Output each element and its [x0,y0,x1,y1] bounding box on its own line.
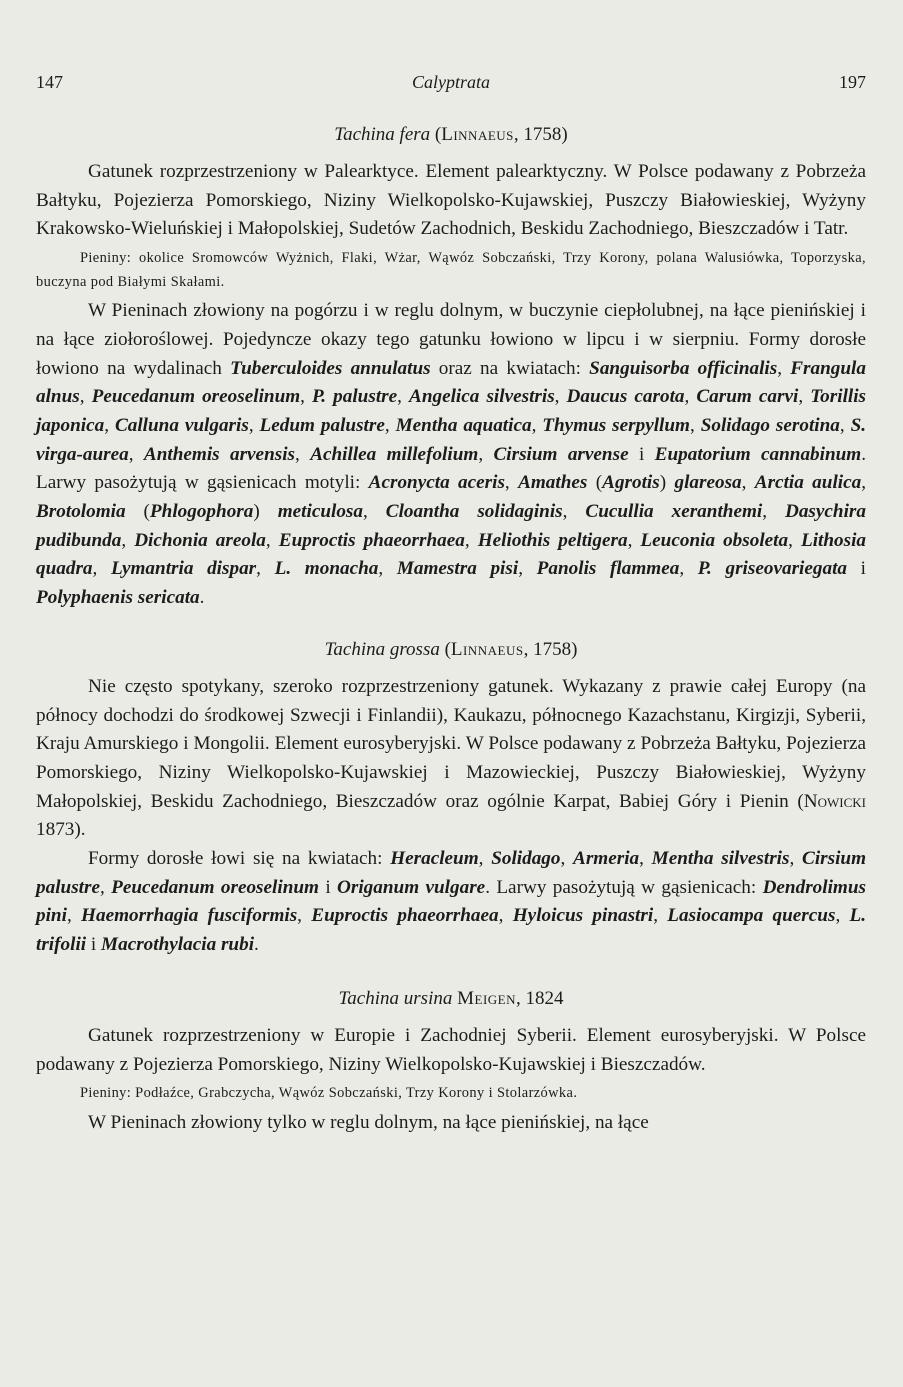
species-section-ursina [36,988,866,1138]
species-name: Armeria [573,848,640,870]
species-name: P. palustre [312,386,398,408]
localities-paragraph: Pieniny: okolice Sromowców Wyżnich, Flaki, Wżar, Wąwóz Sobczański, Trzy Korony, polana Walusiówka, Toporzyska, buczyna pod Białymi Skałami. [36,250,866,290]
species-name: Cloantha solidaginis [385,501,563,523]
species-name: Dendrolimus pini [36,876,866,927]
species-name: Acronycta aceris [368,472,505,494]
species-name: Euproctis phaeorrhaea [311,905,499,927]
author-year: , 1758) [513,124,568,145]
species-name: meticulosa [277,501,363,523]
species-name: Brotolomia [36,501,126,523]
species-name: Eupatorium cannabinum [654,443,862,465]
species-name: Sanguisorba officinalis [589,357,778,379]
page-number-right: 197 [839,72,866,92]
species-name: Dasychira pudibunda [36,501,866,551]
species-name: Haemorrhagia fusciformis [81,905,298,927]
ecology-paragraph: Formy dorosłe łowi się na kwiatach: Heracleum, Solidago, Armeria, Mentha silvestris, Cirsium palustre, Peucedanum oreoselinum i Origanum vulgare. Larwy pasożytują w gąsienicach: Dendrolimus pini, Haemorrhagia fusciformis, Euproctis phaeorrhaea, Hyloicus pinastri, Lasiocampa quercus, L. trifolii i Macrothylacia rubi. [36,848,867,956]
species-name: Cirsium palustre [36,848,867,898]
species-name: Hyloicus pinastri [512,905,654,927]
species-name: Carum carvi [696,386,799,408]
species-name: Calluna vulgaris [114,414,249,436]
species-name: Peucedanum oreoselinum [111,876,319,898]
species-name: Dichonia areola [134,529,266,551]
species-name: Polyphaenis sericata [36,587,200,609]
localities-paragraph: Pieniny: Podłaźce, Grabczycha, Wąwóz Sobczański, Trzy Korony i Stolarzówka. [80,1085,578,1102]
species-name: Agrotis [602,472,660,494]
species-name: Lasiocampa quercus [667,905,836,927]
species-name: Thymus serpyllum [542,414,690,436]
author-year: , 1758) [523,638,578,660]
running-head [36,72,866,102]
species-name: Heliothis peltigera [477,529,628,551]
species-name: Peucedanum oreoselinum [91,386,301,408]
species-name: Solidago [491,848,561,870]
species-name: S. virga-aurea [36,414,867,465]
species-name: Tuberculoides annulatus [230,357,431,379]
author-name: Meigen [457,987,516,1009]
species-name: L. trifolii [36,905,867,956]
species-heading [36,988,866,1010]
species-name: Torillis japonica [36,386,867,436]
genus-name: Tachina [338,987,400,1009]
species-name: Cirsium arvense [493,443,629,465]
species-name: Euproctis phaeorrhaea [278,529,465,551]
species-name: Amathes [518,472,588,494]
species-name: Anthemis arvensis [143,443,296,465]
genus-name: Tachina [324,638,386,660]
species-name: Solidago serotina [700,414,840,436]
species-name: Cucullia xeranthemi [585,501,763,523]
species-epithet: fera [399,124,431,145]
species-heading [36,124,866,146]
species-name: Mamestra pisi [396,558,519,580]
species-name: Ledum palustre [259,414,385,436]
species-section-fera [36,124,866,613]
species-name: Daucus carota [566,386,685,408]
species-name: Mentha aquatica [395,414,532,436]
page [36,72,866,1137]
species-name: L. monacha [274,558,379,580]
page-number-left: 147 [36,72,63,92]
author-open: ( [444,638,451,660]
species-name: Achillea millefolium [310,443,479,465]
species-name: Leuconia obsoleta [640,529,789,551]
species-epithet: grossa [389,638,440,660]
species-section-grossa [36,639,866,960]
genus-name: Tachina [334,124,395,145]
author-open: ( [434,124,442,145]
author-name: Linnaeus [441,124,514,145]
distribution-paragraph: Gatunek rozprzestrzeniony w Europie i Zachodniej Syberii. Element eurosyberyjski. W Polsce podawany z Pojezierza Pomorskiego, Niziny Wielkopolsko-Kujawskiej i Bieszczadów. [36,1024,866,1075]
species-name: Angelica silvestris [409,386,555,408]
species-name: Macrothylacia rubi [101,934,255,956]
cited-author: Nowicki [803,790,866,812]
species-epithet: ursina [403,987,453,1009]
ecology-paragraph: W Pieninach złowiony tylko w reglu dolnym, na łące pienińskiej, na łące [88,1111,649,1133]
species-name: Phlogophora [149,501,254,523]
species-name: Arctia aulica [754,472,862,494]
species-name: Panolis flammea [536,558,680,580]
species-name: Mentha silvestris [651,848,790,870]
species-name: Heracleum [390,848,479,870]
species-name: glareosa [674,472,742,494]
author-name: Linnaeus [450,638,524,660]
species-name: Frangula alnus [36,357,866,408]
species-name: Lymantria dispar [110,558,257,580]
species-heading [36,639,866,661]
species-name: Lithosia quadra [36,529,867,580]
species-name: Origanum vulgare [337,876,486,898]
running-title: Calyptrata [411,72,490,92]
author-year: , 1824 [516,987,564,1009]
distribution-paragraph: Gatunek rozprzestrzeniony w Palearktyce. Element palearktyczny. W Polsce podawany z Pobrzeża Bałtyku, Pojezierza Pomorskiego, Niziny Wielkopolsko-Kujawskiej, Puszczy Białowieskiej, Wyżyny Krakowsko-Wieluńskiej i Małopolskiej, Sudetów Zachodnich, Beskidu Zachodniego, Bieszczadów i Tatr. [36,161,866,240]
species-name: P. griseovariegata [697,558,847,580]
distribution-paragraph: Nie często spotykany, szeroko rozprzestrzeniony gatunek. Wykazany z prawie całej Europy (na północy dochodzi do środkowej Szwecji i Finlandii), Kaukazu, północnego Kazachstanu, Kirgizji, Syberii, Kraju Amurskiego i Mongolii. Element eurosyberyjski. W Polsce podawany z Pobrzeża Bałtyku, Pojezierza Pomorskiego, Niziny Wielkopolsko-Kujawskiej i Mazowieckiej, Puszczy Białowieskiej, Wyżyny Małopolskiej, Beskidu Zachodniego, Bieszczadów oraz ogólnie Karpat, Babiej Góry i Pienin (Nowicki 1873). [36,675,866,841]
ecology-paragraph: W Pieninach złowiony na pogórzu i w reglu dolnym, w buczynie ciepłolubnej, na łące pienińskiej i na łące ziołoroślowej. Pojedyncze okazy tego gatunku łowiono w lipcu i w sierpniu. Formy dorosłe łowiono na wydalinach Tuberculoides annulatus oraz na kwiatach: Sanguisorba officinalis, Frangula alnus, Peucedanum oreoselinum, P. palustre, Angelica silvestris, Daucus carota, Carum carvi, Torillis japonica, Calluna vulgaris, Ledum palustre, Mentha aquatica, Thymus serpyllum, Solidago serotina, S. virga-aurea, Anthemis arvensis, Achillea millefolium, Cirsium arvense i Eupatorium cannabinum. Larwy pasożytują w gąsienicach motyli: Acronycta aceris, Amathes (Agrotis) glareosa, Arctia aulica, Brotolomia (Phlogophora) meticulosa, Cloantha solidaginis, Cucullia xeranthemi, Dasychira pudibunda, Dichonia areola, Euproctis phaeorrhaea, Heliothis peltigera, Leuconia obsoleta, Lithosia quadra, Lymantria dispar, L. monacha, Mamestra pisi, Panolis flammea, P. griseovariegata i Polyphaenis sericata. [36,300,867,609]
